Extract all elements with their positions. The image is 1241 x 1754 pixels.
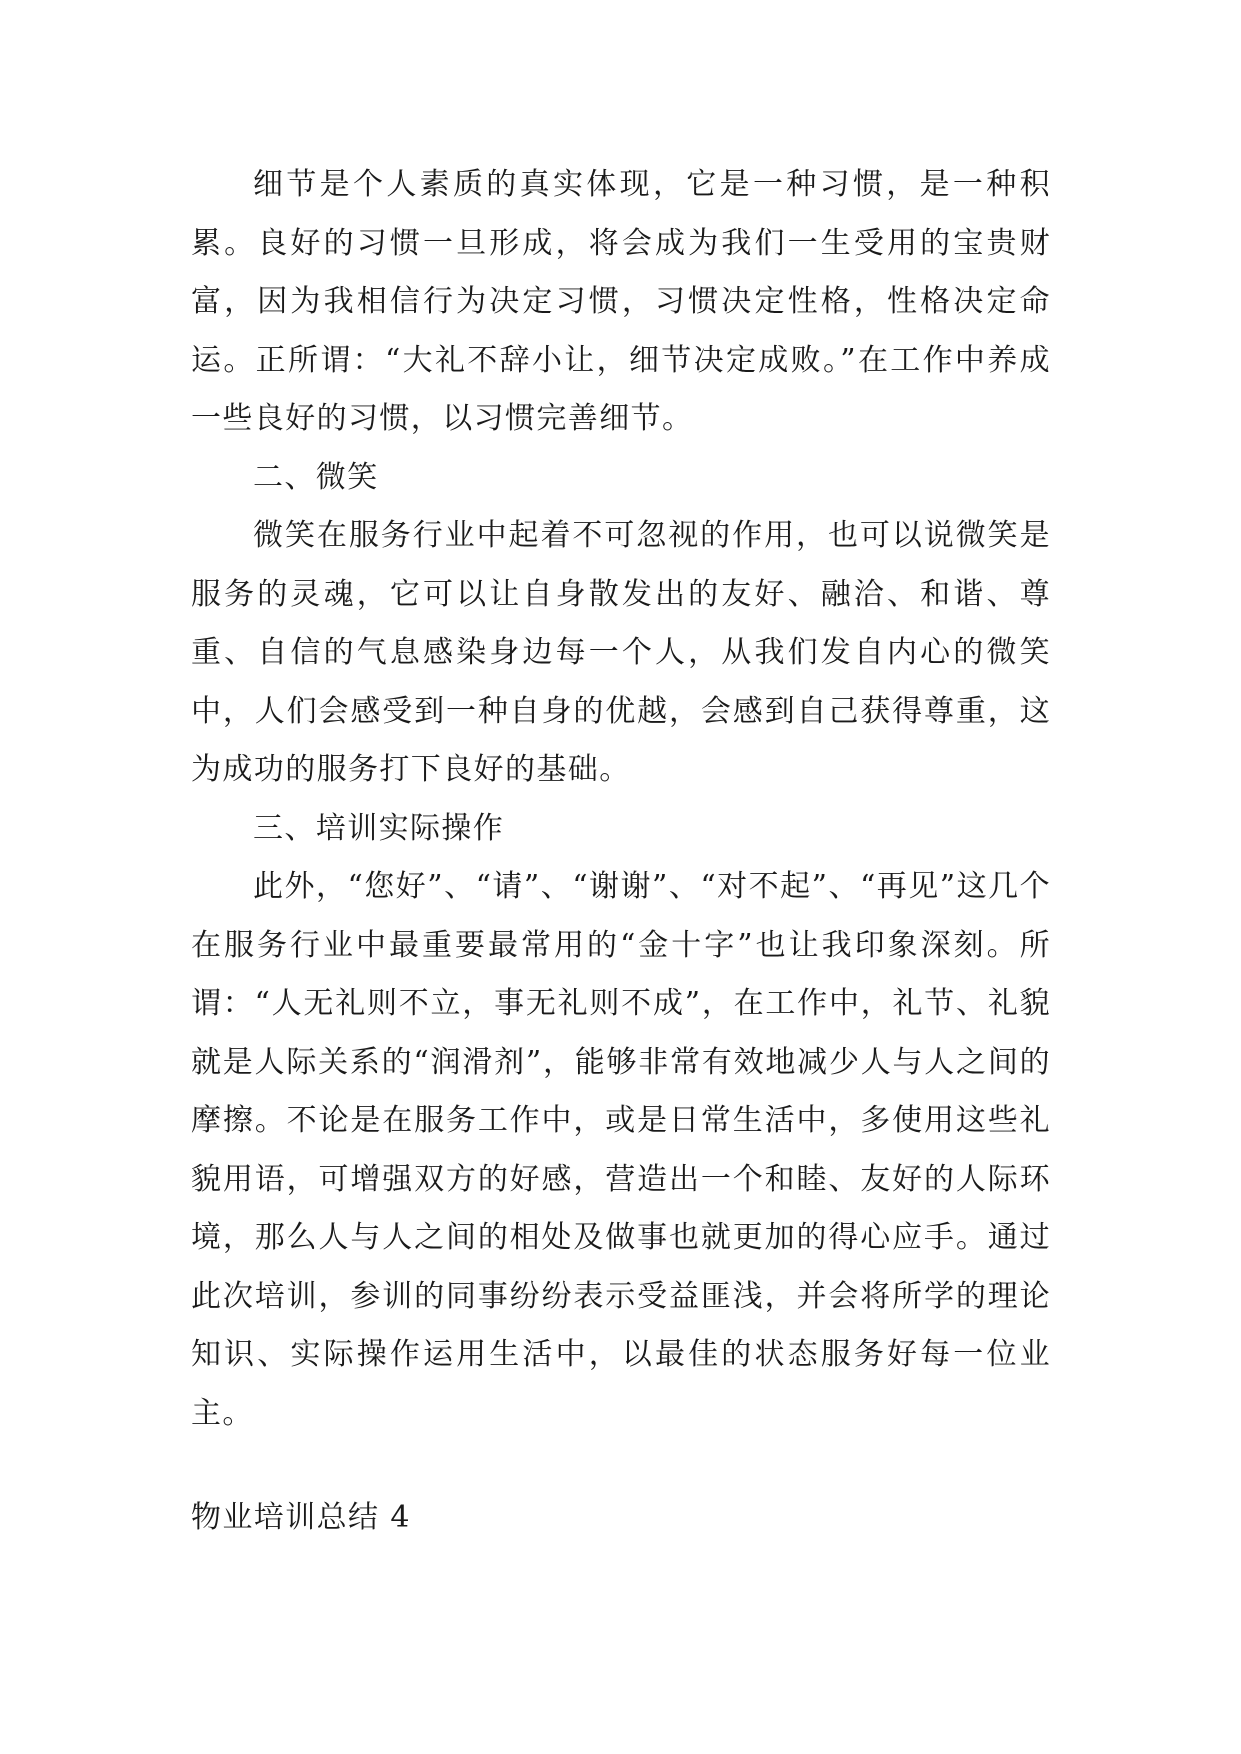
heading-smile: 二、微笑	[253, 459, 379, 495]
paragraph-details: 细节是个人素质的真实体现，它是一种习惯，是一种积累。良好的习惯一旦形成，将会成为我们一生受用的宝贵财富，因为我相信行为决定习惯，习惯决定性格，性格决定命运。正所谓：“大礼不辞小让，细节决定成败。”在工作中养成一些良好的习惯，以习惯完善细节。	[191, 167, 1051, 436]
heading-training-practice: 三、培训实际操作	[253, 810, 505, 846]
next-section-title: 物业培训总结 4	[191, 1500, 411, 1535]
document-body	[191, 156, 1051, 1443]
paragraph-smile: 微笑在服务行业中起着不可忽视的作用，也可以说微笑是服务的灵魂，它可以让自身散发出的友好、融洽、和谐、尊重、自信的气息感染身边每一个人，从我们发自内心的微笑中，人们会感受到一种自身的优越，会感到自己获得尊重，这为成功的服务打下良好的基础。	[191, 518, 1051, 787]
paragraph-training-practice: 此外，“您好”、“请”、“谢谢”、“对不起”、“再见”这几个在服务行业中最重要最常用的“金十字”也让我印象深刻。所谓：“人无礼则不立，事无礼则不成”，在工作中，礼节、礼貌就是人际关系的“润滑剂”，能够非常有效地减少人与人之间的摩擦。不论是在服务工作中，或是日常生活中，多使用这些礼貌用语，可增强双方的好感，营造出一个和睦、友好的人际环境，那么人与人之间的相处及做事也就更加的得心应手。通过此次培训，参训的同事纷纷表示受益匪浅，并会将所学的理论知识、实际操作运用生活中，以最佳的状态服务好每一位业主。	[191, 869, 1051, 1431]
